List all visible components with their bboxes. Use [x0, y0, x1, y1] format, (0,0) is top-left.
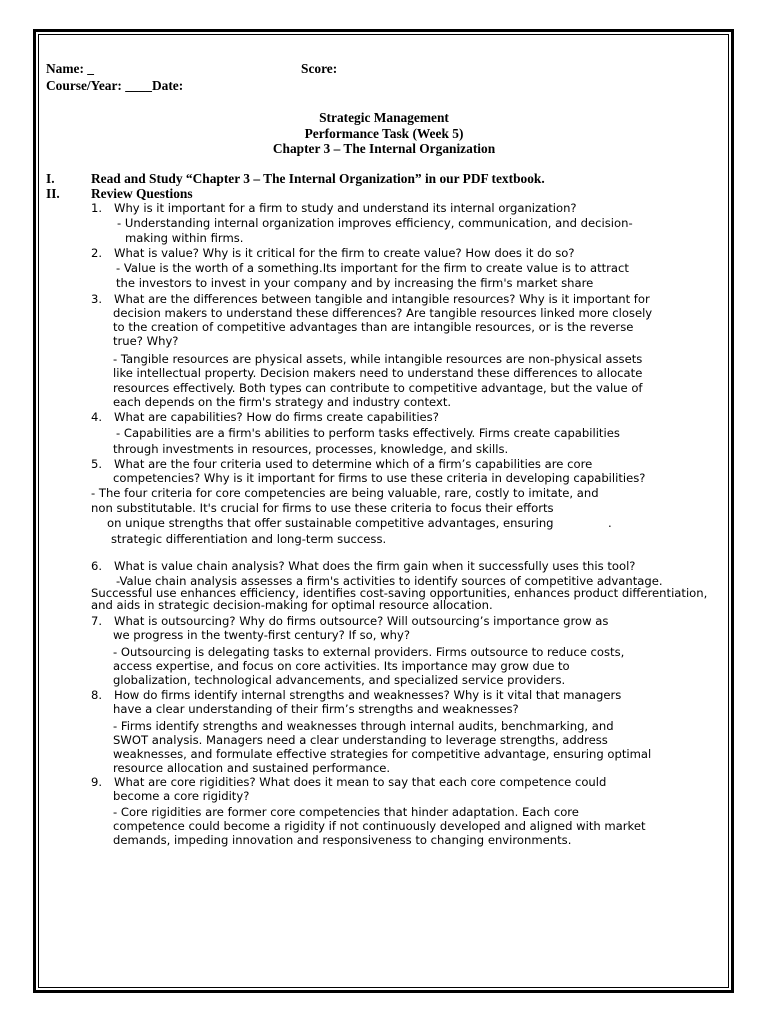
- question-4-number: 4.: [91, 410, 103, 424]
- answer-7-line: access expertise, and focus on core activities. Its importance may grow due to: [113, 659, 570, 673]
- answer-1-line: - Understanding internal organization improves efficiency, communication, and decision-: [117, 216, 633, 230]
- question-1-number: 1.: [91, 201, 103, 215]
- question-8-number: 8.: [91, 688, 103, 702]
- question-8-text: How do firms identify internal strengths and weaknesses? Why is it vital that managers: [114, 688, 622, 702]
- question-1-text: Why is it important for a firm to study and understand its internal organization?: [114, 201, 577, 215]
- question-4-text: What are capabilities? How do firms create capabilities?: [114, 410, 439, 424]
- question-7-text: What is outsourcing? Why do firms outsource? Will outsourcing’s importance grow as: [114, 614, 609, 628]
- answer-5-line: - The four criteria for core competencies are being valuable, rare, costly to imitate, and: [91, 486, 599, 500]
- title-chapter: Chapter 3 – The Internal Organization: [272, 141, 496, 156]
- answer-7-line: - Outsourcing is delegating tasks to external providers. Firms outsource to reduce costs,: [113, 645, 625, 659]
- title-course: Strategic Management: [319, 110, 449, 125]
- name-label: Name: _: [46, 61, 94, 76]
- section-1-number: I.: [46, 171, 55, 186]
- question-9-number: 9.: [91, 775, 103, 789]
- answer-1-line: making within firms.: [125, 231, 244, 245]
- answer-8-line: - Firms identify strengths and weaknesses through internal audits, benchmarking, and: [113, 719, 614, 733]
- section-2-number: II.: [46, 186, 60, 201]
- answer-8-line: weaknesses, and formulate effective strategies for competitive advantage, ensuring optimal: [113, 747, 652, 761]
- answer-4-line: - Capabilities are a firm's abilities to perform tasks effectively. Firms create capabilities: [116, 426, 620, 440]
- answer-9-line: competence could become a rigidity if not continuously developed and aligned with market: [113, 819, 646, 833]
- question-9-text: What are core rigidities? What does it mean to say that each core competence could: [114, 775, 607, 789]
- answer-5-line: non substitutable. It's crucial for firms to use these criteria to focus their efforts: [91, 501, 554, 515]
- question-7-number: 7.: [91, 614, 103, 628]
- answer-8-line: SWOT analysis. Managers need a clear understanding to leverage strengths, address: [113, 733, 608, 747]
- answer-4-line: through investments in resources, processes, knowledge, and skills.: [113, 442, 509, 456]
- question-6-number: 6.: [91, 559, 103, 573]
- answer-6-line: and aids in strategic decision-making for optimal resource allocation.: [91, 598, 493, 612]
- answer-3-line: each depends on the firm's strategy and industry context.: [113, 395, 452, 409]
- question-2-text: What is value? Why is it critical for the firm to create value? How does it do so?: [114, 246, 575, 260]
- question-5-number: 5.: [91, 457, 103, 471]
- question-2-number: 2.: [91, 246, 103, 260]
- answer-7-line: globalization, technological advancements, and specialized service providers.: [113, 673, 566, 687]
- question-5-text: competencies? Why is it important for firms to use these criteria in developing capabilities?: [113, 471, 646, 485]
- answer-5-period: .: [608, 516, 612, 530]
- question-3-text: decision makers to understand these differences? Are tangible resources linked more closely: [113, 306, 653, 320]
- answer-5-line: on unique strengths that offer sustainable competitive advantages, ensuring: [107, 516, 554, 530]
- question-8-text: have a clear understanding of their firm’s strengths and weaknesses?: [113, 702, 519, 716]
- section-2-text: Review Questions: [91, 186, 193, 201]
- question-5-text: What are the four criteria used to determine which of a firm’s capabilities are core: [114, 457, 593, 471]
- answer-8-line: resource allocation and sustained performance.: [113, 761, 391, 775]
- answer-6-line: -Value chain analysis assesses a firm's activities to identify sources of competitive advantage.: [116, 574, 663, 588]
- answer-2-line: the investors to invest in your company and by increasing the firm's market share: [116, 276, 594, 290]
- question-7-text: we progress in the twenty-first century? If so, why?: [113, 628, 410, 642]
- answer-6-line: Successful use enhances efficiency, identifies cost-saving opportunities, enhances product differentiation,: [91, 586, 708, 600]
- course-year-date-label: Course/Year: ____Date:: [46, 78, 184, 93]
- answer-3-line: resources effectively. Both types can contribute to competitive advantage, but the value of: [113, 381, 643, 395]
- answer-3-line: like intellectual property. Decision makers need to understand these differences to allocate: [113, 366, 643, 380]
- answer-3-line: - Tangible resources are physical assets, while intangible resources are non-physical assets: [113, 352, 643, 366]
- question-9-text: become a core rigidity?: [113, 789, 250, 803]
- score-label: Score:: [301, 61, 338, 76]
- answer-9-line: - Core rigidities are former core competencies that hinder adaptation. Each core: [113, 805, 579, 819]
- question-3-text: What are the differences between tangible and intangible resources? Why is it important for: [114, 292, 650, 306]
- section-1-text: Read and Study “Chapter 3 – The Internal Organization” in our PDF textbook.: [91, 171, 545, 186]
- answer-5-line: strategic differentiation and long-term success.: [111, 532, 387, 546]
- title-task: Performance Task (Week 5): [304, 126, 464, 141]
- answer-2-line: - Value is the worth of a something.Its important for the firm to create value is to attract: [116, 261, 629, 275]
- question-3-text: true? Why?: [113, 334, 179, 348]
- question-3-text: to the creation of competitive advantages than are intangible resources, or is the reverse: [113, 320, 634, 334]
- question-3-number: 3.: [91, 292, 103, 306]
- answer-9-line: demands, impeding innovation and responsiveness to changing environments.: [113, 833, 572, 847]
- question-6-text: What is value chain analysis? What does the firm gain when it successfully uses this tool?: [114, 559, 636, 573]
